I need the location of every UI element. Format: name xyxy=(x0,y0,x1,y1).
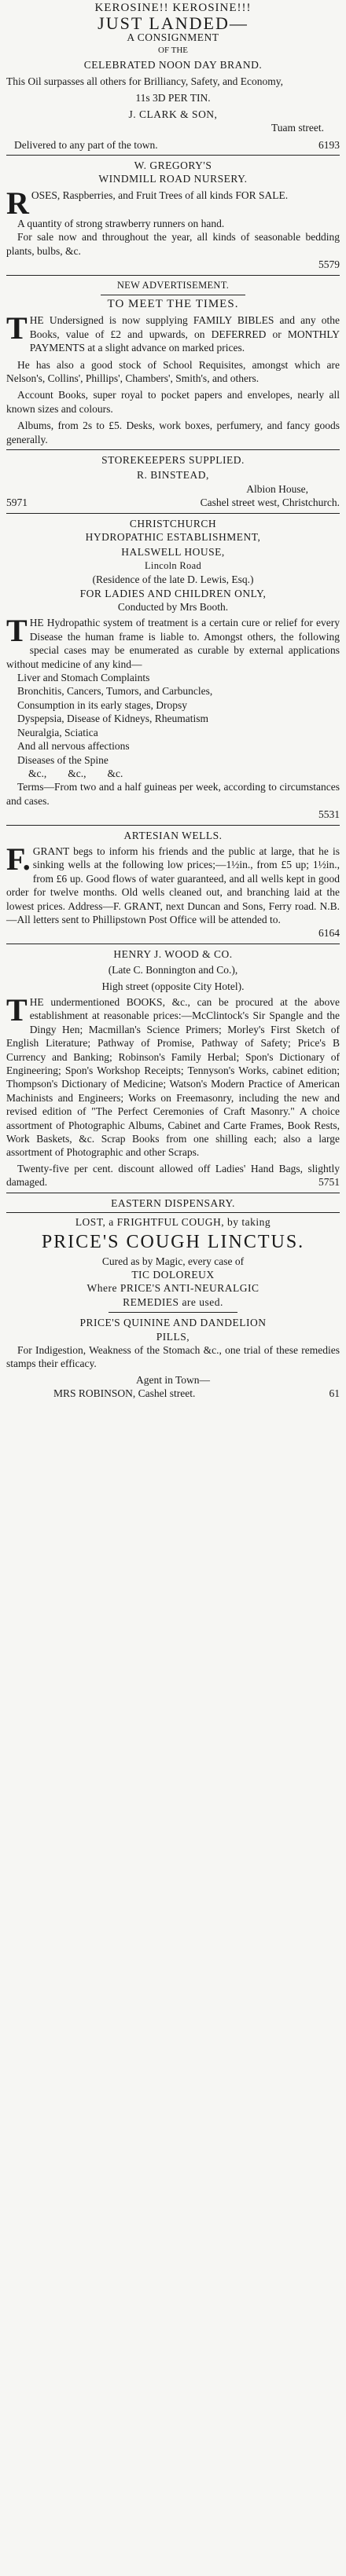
ad-paragraph xyxy=(6,310,340,354)
ad-title: WINDMILL ROAD NURSERY. xyxy=(98,173,248,185)
ailment-list xyxy=(6,671,340,780)
ad-paragraph xyxy=(6,185,340,221)
ad-paragraph: For Indigestion, Weakness of the Stomach &c., one trial of these remedies stamps their efficacy. xyxy=(6,1343,340,1370)
divider xyxy=(6,825,340,826)
ad-address: Tuam street. xyxy=(271,122,324,134)
ad-pills: PILLS, xyxy=(156,1330,190,1343)
paragraph-text: GRANT begs to inform his friends and the public at large, that he is sinking wells at the following low prices;—1½in., from £5 up; 1½in., from £6 up. Good flows of water guaranteed, and all wells kept in good order for twelve months. Old wells cleaned out, and branching laid at the lowest prices. Address—F. GRANT, next Duncan and Sons, Ferry road. N.B.—All letters sent to Phillipstown Post Office will be attended to. xyxy=(6,845,340,925)
list-item: Neuralgia, Sciatica xyxy=(17,726,98,738)
ad-number: 6193 xyxy=(318,138,340,151)
ad-storekeepers xyxy=(6,453,340,510)
ad-remedies: REMEDIES are used. xyxy=(123,1295,223,1308)
ad-delivery: Delivered to any part of the town. xyxy=(14,138,158,151)
ad-number: 61 xyxy=(329,1387,340,1400)
drop-cap: R xyxy=(6,185,29,221)
ad-terms: Terms—From two and a half guineas per week, according to circumstances and cases. xyxy=(6,781,340,807)
ad-tic: TIC DOLOREUX xyxy=(131,1268,215,1281)
ad-for: FOR LADIES AND CHILDREN ONLY, xyxy=(79,587,267,599)
divider xyxy=(6,1212,340,1213)
ad-paragraph xyxy=(6,1162,340,1189)
ad-lost: LOST, a FRIGHTFUL COUGH, by taking xyxy=(75,1216,271,1229)
list-item: Liver and Stomach Complaints xyxy=(17,672,150,684)
ad-seller: J. CLARK & SON, xyxy=(128,108,218,120)
ad-paragraph: A quantity of strong strawberry runners on hand. xyxy=(17,217,225,229)
ad-address: High street (opposite City Hotel). xyxy=(101,980,245,992)
ad-paragraph xyxy=(6,992,340,1160)
ad-brand: CELEBRATED NOON DAY BRAND. xyxy=(83,58,263,71)
ad-line: OF THE xyxy=(158,46,188,56)
list-item: Diseases of the Spine xyxy=(17,753,109,766)
ad-number: 5751 xyxy=(318,1176,340,1189)
divider xyxy=(6,513,340,514)
ad-paragraph: Albums, from 2s to £5. Desks, work boxes, perfumery, and fancy goods generally. xyxy=(6,420,340,445)
paragraph-text: HE Undersigned is now supplying FAMILY BIBLES and any othe Books, value of £2 and upwards, on DEFERRED or MONTHLY PAYMENTS at a slight advance on marked prices. xyxy=(29,314,340,354)
paragraph-text: Twenty-five per cent. discount allowed off Ladies' Hand Bags, slightly damaged. xyxy=(6,1162,340,1189)
drop-cap: T xyxy=(6,992,28,1028)
divider xyxy=(6,275,340,276)
ad-title: ARTESIAN WELLS. xyxy=(123,829,223,841)
ad-heading: KEROSINE!! KEROSINE!!! xyxy=(94,2,252,14)
ad-product: PRICE'S COUGH LINCTUS. xyxy=(41,1231,305,1252)
drop-cap: T xyxy=(6,310,28,346)
ad-late: (Late C. Bonnington and Co.), xyxy=(108,964,238,977)
ad-paragraph: Account Books, super royal to pocket papers and envelopes, nearly all known sizes and colours. xyxy=(6,389,340,415)
ad-paragraph xyxy=(6,841,340,926)
ad-title: HENRY J. WOOD & CO. xyxy=(113,947,233,960)
ad-subheading: JUST LANDED— xyxy=(98,16,248,31)
ad-house: HALSWELL HOUSE, xyxy=(121,546,225,559)
list-item: Bronchitis, Cancers, Tumors, and Carbuncles, xyxy=(17,685,213,698)
ad-name: R. BINSTEAD, xyxy=(137,469,209,482)
ad-paragraph: For sale now and throughout the year, all kinds of seasonable bedding plants, bulbs, &c. xyxy=(6,231,340,257)
ad-quinine: PRICE'S QUININE AND DANDELION xyxy=(79,1317,267,1329)
ad-number: 6164 xyxy=(318,927,340,940)
ad-agent: Agent in Town— xyxy=(135,1373,211,1386)
list-item: And all nervous affections xyxy=(17,740,130,753)
ad-conducted: Conducted by Mrs Booth. xyxy=(117,601,229,614)
ad-eastern-dispensary xyxy=(6,1196,340,1401)
ad-artesian-wells xyxy=(6,829,340,940)
paragraph-text: HE undermentioned BOOKS, &c., can be procured at the above establishment at reasonable prices:—McClintock's Sir Spangle and the Dingy Hen; Macmillan's Science Primers; Morley's First Sketch of English Literature; Pathway of Promise, Pathway of Safety; Price's B Currency and Banking; Robinson's Family Herbal; Spon's Dictionary of Engineering; Spon's Workshop Receipts; Tennyson's Works, cabinet edition; Thompson's Dictionary of Medicine; Watson's Modern Practice of American Machinists and Engineers; Works on Freemasonry, including the new and revised edition of "The Perfect Ceremonies of Craft Masonry." A choice assortment of Photographic Albums, Cabinet and Carte Frames, Book Rests, Work Baskets, &c. Scrap Books from one shilling each; also a large assortment of Photographic and other Scraps. xyxy=(6,996,340,1159)
ad-proprietor: W. GREGORY'S xyxy=(134,159,212,172)
list-item: &c., &c., &c. xyxy=(28,767,123,779)
ad-footer xyxy=(6,496,340,509)
ad-address: Cashel street west, Christchurch. xyxy=(200,497,340,509)
ad-city: CHRISTCHURCH xyxy=(129,517,217,529)
list-item: Dyspepsia, Disease of Kidneys, Rheumatism xyxy=(17,713,208,725)
ad-number: 5579 xyxy=(318,258,340,271)
ad-line: A CONSIGNMENT xyxy=(127,31,219,43)
divider xyxy=(6,155,340,156)
ad-kerosine xyxy=(6,2,340,152)
ad-title: STOREKEEPERS SUPPLIED. xyxy=(101,453,245,466)
ad-title: EASTERN DISPENSARY. xyxy=(111,1196,235,1209)
drop-cap: T xyxy=(6,613,28,649)
ad-agent-name: MRS ROBINSON, Cashel street. xyxy=(53,1387,196,1400)
ad-where: Where PRICE'S ANTI-NEURALGIC xyxy=(86,1282,260,1295)
ad-kicker: NEW ADVERTISEMENT. xyxy=(116,279,230,291)
divider xyxy=(6,449,340,450)
ad-paragraph: He has also a good stock of School Requisites, amongst which are Nelson's, Collins', Phillips', Chambers', Smith's, and others. xyxy=(6,358,340,384)
ad-house: Albion House, xyxy=(246,482,308,495)
ad-body: This Oil surpasses all others for Brilliancy, Safety, and Economy, xyxy=(6,75,284,88)
drop-cap: F. xyxy=(6,841,31,877)
ad-footer xyxy=(6,1387,340,1400)
short-divider xyxy=(109,1312,237,1313)
ad-price: 11s 3D PER TIN. xyxy=(135,92,211,104)
ad-meet-the-times xyxy=(6,279,340,446)
ad-number: 5971 xyxy=(6,497,28,509)
ad-residence: (Residence of the late D. Lewis, Esq.) xyxy=(92,573,254,586)
ad-hydropathic xyxy=(6,517,340,822)
ad-title: HYDROPATHIC ESTABLISHMENT, xyxy=(85,531,261,543)
list-item: Consumption in its early stages, Dropsy xyxy=(17,698,187,711)
ad-cured: Cured as by Magic, every case of xyxy=(101,1255,245,1267)
ad-paragraph xyxy=(6,613,340,671)
ad-number: 5531 xyxy=(318,808,340,821)
paragraph-text: OSES, Raspberries, and Fruit Trees of all kinds FOR SALE. xyxy=(31,189,289,201)
ad-nursery xyxy=(6,159,340,271)
paragraph-text: HE Hydropathic system of treatment is a certain cure or relief for every Disease the human frame is liable to. Amongst others, the following special cases may be enumerated as curable by external applications without medicine of any kind— xyxy=(6,617,340,670)
ad-road: Lincoln Road xyxy=(145,559,201,571)
ad-footer xyxy=(6,138,340,152)
ad-title: TO MEET THE TIMES. xyxy=(107,297,239,310)
ad-henry-wood xyxy=(6,947,340,1189)
